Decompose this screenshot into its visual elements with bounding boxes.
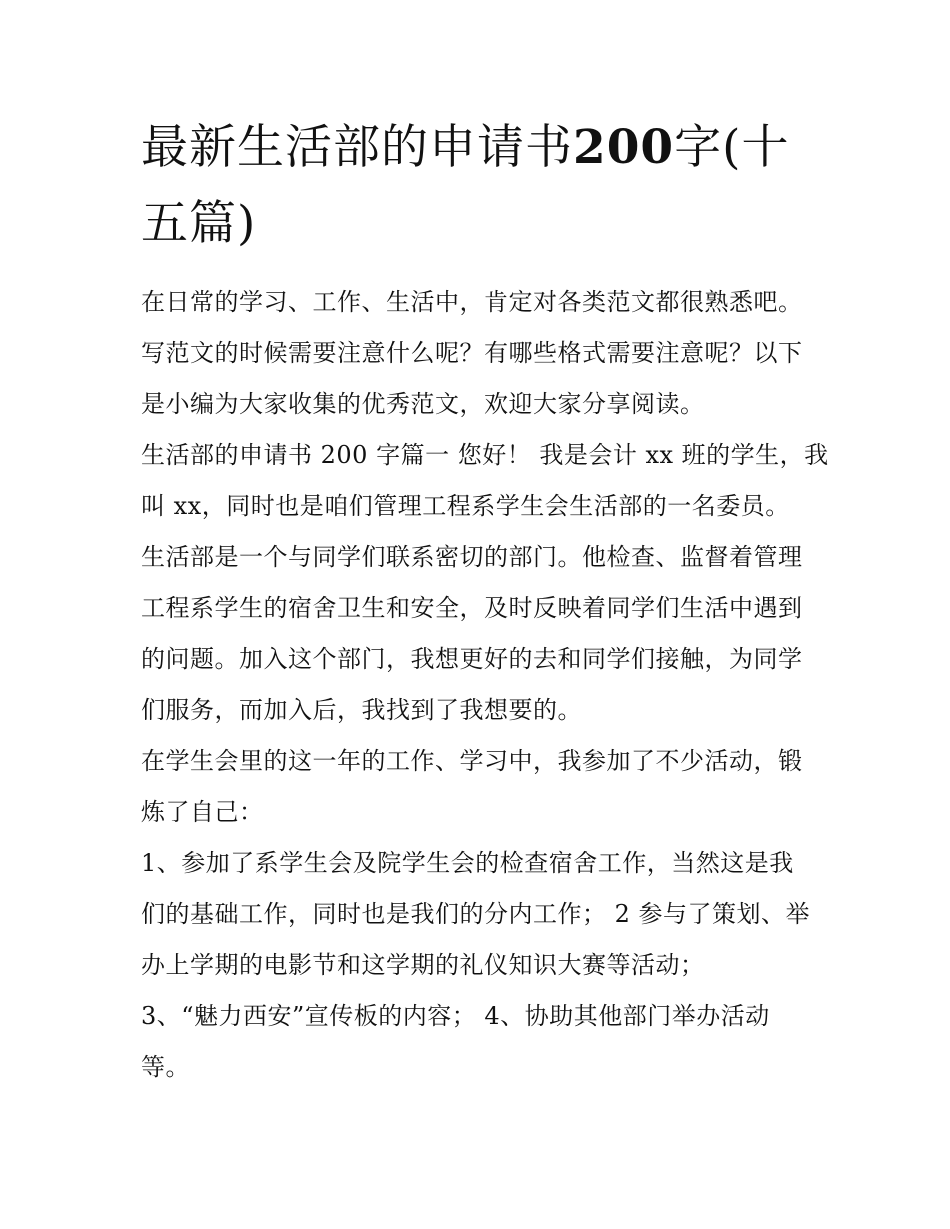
body-line: 生活部是一个与同学们联系密切的部门。他检查、监督着管理 — [141, 543, 803, 571]
body-line: 1、参加了系学生会及院学生会的检查宿舍工作，当然这是我 — [141, 849, 794, 877]
document-body — [141, 277, 829, 1093]
body-line: 们服务，而加入后，我找到了我想要的。 — [141, 696, 582, 724]
title-text-part3: 五篇) — [141, 196, 257, 251]
title-text-part1: 最新生活部的申请书 — [141, 120, 573, 175]
body-line: 炼了自己： — [141, 798, 264, 826]
body-line: 写范文的时候需要注意什么呢？有哪些格式需要注意呢？以下 — [141, 339, 803, 367]
body-line: 在日常的学习、工作、生活中，肯定对各类范文都很熟悉吧。 — [141, 288, 803, 316]
body-line: 工程系学生的宿舍卫生和安全，及时反映着同学们生活中遇到 — [141, 594, 803, 622]
body-line: 3、“魅力西安”宣传板的内容； 4、协助其他部门举办活动 — [141, 1002, 770, 1030]
body-line: 办上学期的电影节和这学期的礼仪知识大赛等活动； — [141, 951, 705, 979]
body-line: 的问题。加入这个部门，我想更好的去和同学们接触，为同学 — [141, 645, 803, 673]
body-line: 叫 xx，同时也是咱们管理工程系学生会生活部的一名委员。 — [141, 492, 790, 520]
body-line: 是小编为大家收集的优秀范文，欢迎大家分享阅读。 — [141, 390, 705, 418]
body-line: 生活部的申请书 200 字篇一 您好！ 我是会计 xx 班的学生，我 — [141, 441, 829, 469]
title-number: 200 — [573, 120, 675, 175]
body-line: 在学生会里的这一年的工作、学习中，我参加了不少活动，锻 — [141, 747, 803, 775]
document-title — [141, 110, 821, 262]
body-line: 等。 — [141, 1053, 190, 1081]
body-line: 们的基础工作，同时也是我们的分内工作； 2 参与了策划、举 — [141, 900, 811, 928]
title-text-part2: 字(十 — [674, 120, 790, 175]
